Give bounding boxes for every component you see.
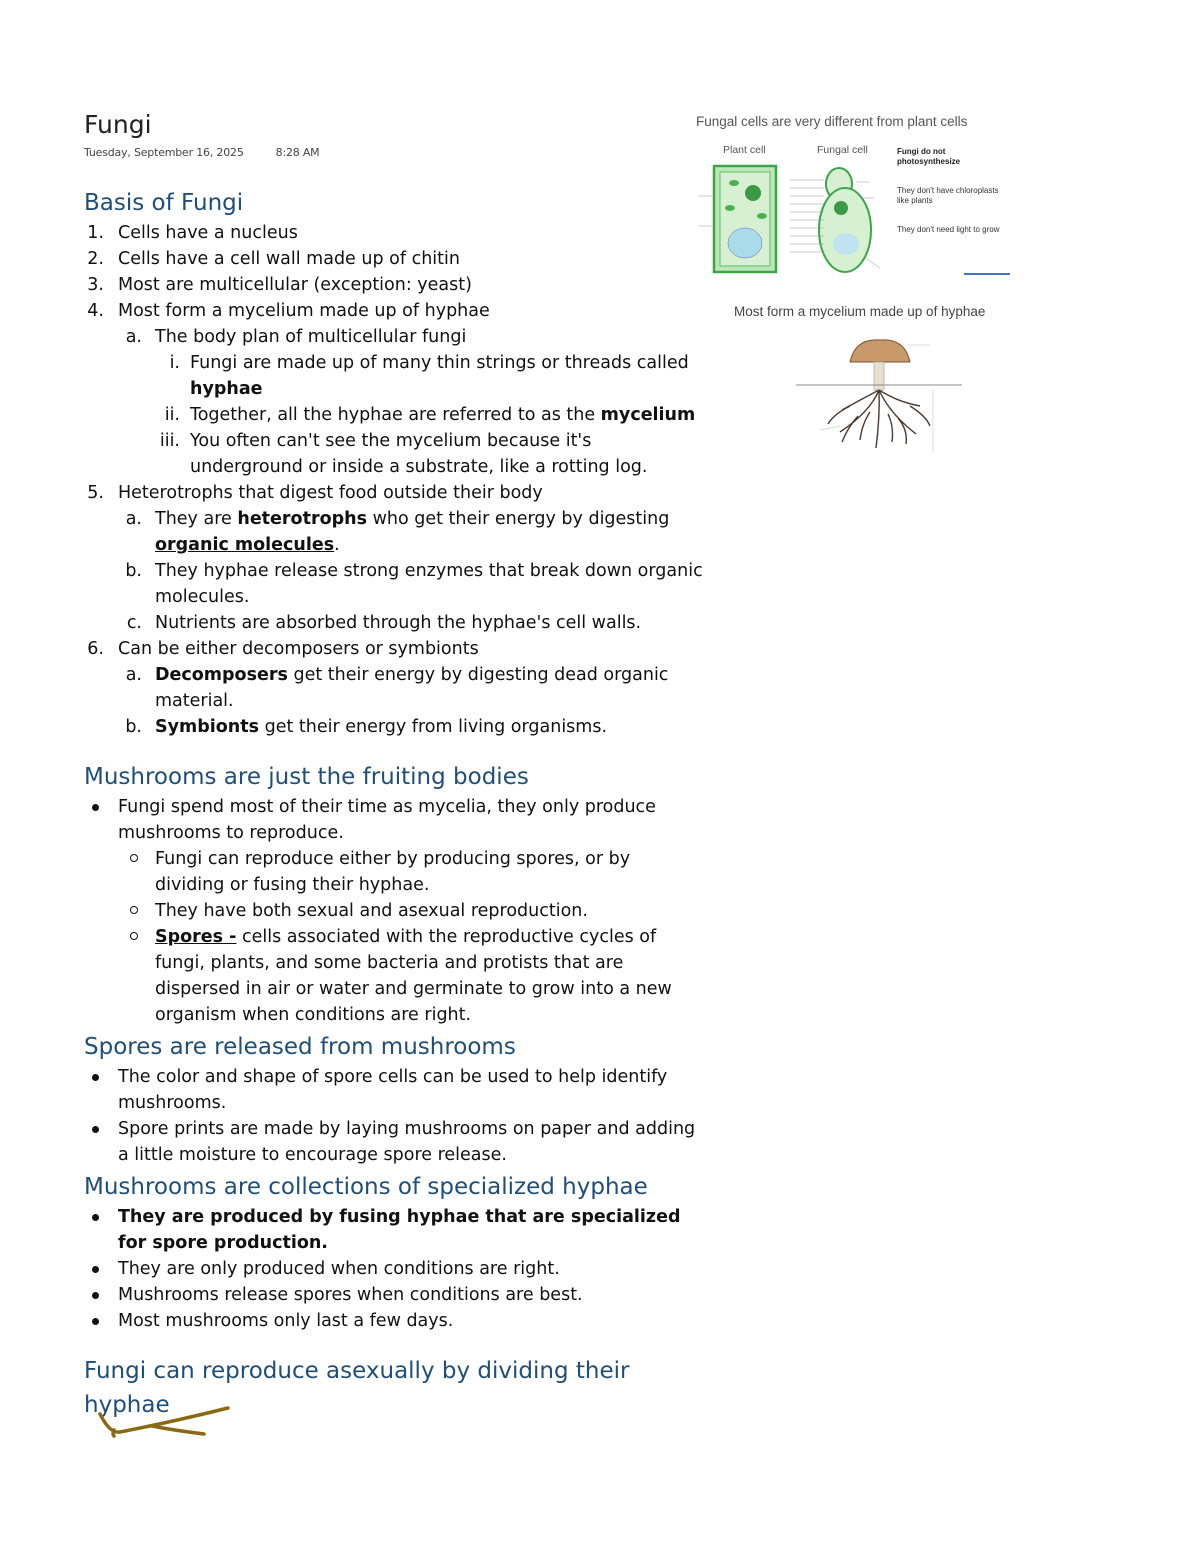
- fungal-nucleus: [834, 201, 848, 215]
- list-item: ii. Together, all the hyphae are referred to as the mycelium: [164, 405, 696, 425]
- note-no-photosynthesis: Fungi do not photosynthesize: [897, 147, 961, 166]
- list-item: a. Decomposers get their energy by digesting dead organic material.: [125, 665, 669, 711]
- heading-basis: Basis of Fungi: [84, 190, 244, 216]
- list-item: Fungi spend most of their time as mycelia, they only produce mushrooms to reproduce.: [84, 794, 704, 846]
- list-item: Mushrooms release spores when conditions are best.: [84, 1282, 704, 1308]
- fungal-cell-label: Fungal cell: [817, 144, 868, 156]
- hyphae-branch-figure: [92, 1400, 252, 1450]
- mushroom-cap: [850, 340, 910, 362]
- list-item: They have both sexual and asexual reproduction.: [84, 898, 704, 924]
- list-item: Fungi can reproduce either by producing spores, or by dividing or fusing their hyphae.: [84, 846, 704, 898]
- figure-title: Fungal cells are very different from plant cells: [696, 114, 968, 129]
- hyphae-roots: [828, 390, 930, 448]
- list-item: i. Fungi are made up of many thin strings or threads called hyphae: [169, 353, 689, 399]
- list-item: iii. You often can't see the mycelium because it's underground or inside a substrate, like a rotting log.: [159, 431, 648, 477]
- chloroplast: [725, 205, 735, 211]
- time-text: 8:28 AM: [275, 146, 320, 159]
- vacuole: [728, 228, 762, 258]
- fungal-vacuole: [833, 233, 859, 255]
- note-no-light: They don't need light to grow: [897, 225, 1000, 234]
- list-item: Most mushrooms only last a few days.: [84, 1308, 704, 1334]
- cells-diagram: [690, 108, 1015, 278]
- list-item: They are only produced when conditions are right.: [84, 1256, 704, 1282]
- page-date: [84, 146, 319, 159]
- chloroplast: [757, 213, 767, 219]
- mycelium-diagram: [730, 302, 1010, 462]
- list-item: a. They are heterotrophs who get their energy by digesting organic molecules.: [125, 509, 670, 555]
- list-item: The color and shape of spore cells can be used to help identify mushrooms.: [84, 1064, 704, 1116]
- heading-asexual: Fungi can reproduce asexually by dividing their hyphae: [84, 1358, 630, 1418]
- heading-collections: Mushrooms are collections of specialized hyphae: [84, 1174, 648, 1200]
- date-text: Tuesday, September 16, 2025: [84, 146, 244, 159]
- basis-list: [84, 220, 704, 740]
- list-item: Spore prints are made by laying mushrooms on paper and adding a little moisture to encourage spore release.: [84, 1116, 704, 1168]
- list-item: b. They hyphae release strong enzymes that break down organic molecules.: [125, 561, 703, 607]
- collections-list: [84, 1204, 704, 1334]
- note-no-chloroplasts: They don't have chloroplasts like plants: [897, 186, 999, 205]
- list-item: a. The body plan of multicellular fungi: [125, 327, 467, 347]
- plant-nucleus: [745, 185, 761, 201]
- list-item: 1. Cells have a nucleus: [87, 223, 298, 243]
- list-item: b. Symbionts get their energy from living organisms.: [125, 717, 608, 737]
- figure-title: Most form a mycelium made up of hyphae: [734, 304, 986, 319]
- list-item: 2. Cells have a cell wall made up of chitin: [87, 249, 460, 269]
- list-item: They are produced by fusing hyphae that are specialized for spore production.: [84, 1204, 704, 1256]
- fungal-cell-wall: [819, 188, 871, 272]
- plant-cell-label: Plant cell: [723, 144, 766, 156]
- heading-spores: Spores are released from mushrooms: [84, 1034, 516, 1060]
- chloroplast: [729, 180, 739, 186]
- spores-list: [84, 1064, 704, 1168]
- mushroom-stalk: [874, 362, 884, 390]
- list-item: c. Nutrients are absorbed through the hyphae's cell walls.: [126, 613, 642, 633]
- list-item: 5. Heterotrophs that digest food outside their body: [87, 483, 543, 503]
- list-item: 4. Most form a mycelium made up of hyphae: [87, 301, 490, 321]
- list-item: 3. Most are multicellular (exception: yeast): [87, 275, 472, 295]
- fruiting-list: [84, 794, 704, 1028]
- list-item: Spores - cells associated with the reproductive cycles of fungi, plants, and some bacteria and protists that are dispersed in air or water and germinate to grow into a new organism when conditions are right.: [84, 924, 704, 1028]
- list-item: 6. Can be either decomposers or symbionts: [87, 639, 479, 659]
- heading-fruiting: Mushrooms are just the fruiting bodies: [84, 764, 529, 790]
- hyphae-branch: [113, 1430, 114, 1436]
- mycelium-figure: [730, 302, 1010, 462]
- page-title: Fungi: [84, 110, 152, 139]
- note-body: [84, 186, 704, 1422]
- cell-comparison-figure: [690, 108, 1015, 278]
- hyphae-branch: [152, 1426, 204, 1434]
